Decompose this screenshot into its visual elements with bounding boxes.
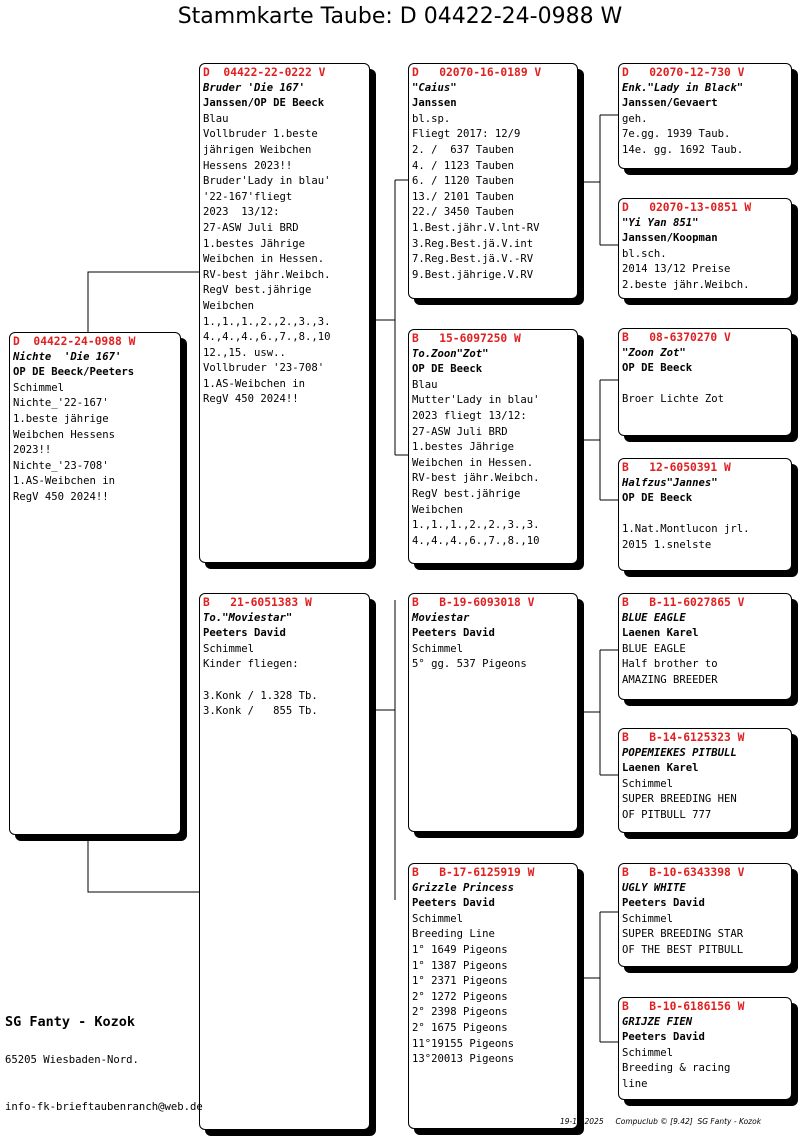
detail-line: 5° gg. 537 Pigeons bbox=[412, 658, 527, 671]
detail-line: Schimmel bbox=[412, 642, 464, 655]
detail-line: 2° 1675 Pigeons bbox=[412, 1021, 508, 1034]
contact-email[interactable]: info-fk-brieftaubenranch@web.de bbox=[5, 1101, 203, 1113]
detail-line: 1.bestes Jährige bbox=[203, 237, 306, 250]
pigeon-name: Moviestar bbox=[412, 611, 470, 624]
detail-line: Nichte_'22-167' bbox=[13, 397, 109, 410]
pigeon-name: To."Moviestar" bbox=[203, 611, 293, 624]
detail-line: 12.,15. usw.. bbox=[203, 346, 286, 359]
detail-line: 1.Best.jähr.V.lnt-RV bbox=[412, 221, 540, 234]
pigeon-name: Halfzus"Jannes" bbox=[622, 476, 718, 489]
breeder: Laenen Karel bbox=[622, 627, 699, 640]
breeder: Peeters David bbox=[622, 1031, 705, 1044]
detail-line: RegV best.jährige bbox=[412, 487, 521, 500]
great-grandparent-card-mff[interactable] bbox=[618, 593, 792, 700]
detail-line: Blau bbox=[203, 112, 229, 125]
breeder: OP DE Beeck bbox=[622, 492, 693, 505]
detail-line: Schimmel bbox=[203, 642, 255, 655]
great-grandparent-card-ffm[interactable] bbox=[618, 198, 792, 299]
ring-number: B B-17-6125919 W bbox=[412, 866, 535, 879]
detail-line: 4.,4.,4.,6.,7.,8.,10 bbox=[412, 534, 540, 547]
detail-line: BLUE EAGLE bbox=[622, 642, 686, 655]
detail-line: Weibchen in Hessen. bbox=[412, 456, 534, 469]
detail-line: 11°19155 Pigeons bbox=[412, 1037, 515, 1050]
detail-line: Fliegt 2017: 12/9 bbox=[412, 128, 521, 141]
detail-line: 1.AS-Weibchen in bbox=[203, 377, 306, 390]
detail-line: OF THE BEST PITBULL bbox=[622, 943, 744, 956]
ring-number: D 04422-24-0988 W bbox=[13, 335, 136, 348]
detail-line: 1.bestes Jährige bbox=[412, 441, 515, 454]
detail-line: 1° 2371 Pigeons bbox=[412, 975, 508, 988]
ring-number: B B-10-6186156 W bbox=[622, 1000, 745, 1013]
detail-line: bl.sch. bbox=[622, 247, 667, 260]
detail-line: Blau bbox=[412, 378, 438, 391]
detail-line: 7e.gg. 1939 Taub. bbox=[622, 128, 731, 141]
breeder: Peeters David bbox=[412, 627, 495, 640]
pigeon-name: "Zoon Zot" bbox=[622, 346, 686, 359]
detail-line: 2014 13/12 Preise bbox=[622, 263, 731, 276]
ring-number: D 02070-16-0189 V bbox=[412, 66, 542, 79]
detail-line: Broer Lichte Zot bbox=[622, 393, 725, 406]
loft-name: SG Fanty - Kozok bbox=[5, 1014, 136, 1030]
detail-line: 3.Konk / 855 Tb. bbox=[203, 705, 318, 718]
paternal-grandfather-card[interactable] bbox=[408, 63, 578, 299]
detail-line: 1.,1.,1.,2.,2.,3.,3. bbox=[203, 315, 331, 328]
maternal-grandmother-card[interactable] bbox=[408, 863, 578, 1129]
great-grandparent-card-mmf[interactable] bbox=[618, 863, 792, 967]
breeder: Janssen/Koopman bbox=[622, 232, 718, 245]
great-grandparent-card-fmf[interactable] bbox=[618, 328, 792, 436]
detail-line: Hessens 2023!! bbox=[203, 159, 293, 172]
software-credit: Compuclub © [9.42] SG Fanty - Kozok bbox=[615, 1117, 762, 1126]
pigeon-name: GRIJZE FIEN bbox=[622, 1015, 693, 1028]
detail-line: 27-ASW Juli BRD bbox=[412, 425, 508, 438]
detail-line: 6. / 1120 Tauben bbox=[412, 175, 515, 188]
detail-line: bl.sp. bbox=[412, 112, 451, 125]
print-stamp bbox=[560, 1117, 761, 1126]
breeder: OP DE Beeck bbox=[412, 363, 483, 376]
detail-line: RegV 450 2024!! bbox=[13, 490, 109, 503]
detail-line: 1.,1.,1.,2.,2.,3.,3. bbox=[412, 519, 540, 532]
detail-line: Half brother to bbox=[622, 658, 718, 671]
detail-line: SUPER BREEDING STAR bbox=[622, 928, 744, 941]
father-card[interactable] bbox=[199, 63, 370, 563]
breeder: Laenen Karel bbox=[622, 762, 699, 775]
detail-line: jährigen Weibchen bbox=[203, 143, 312, 156]
detail-line: Schimmel bbox=[13, 381, 65, 394]
ring-number: D 02070-12-730 V bbox=[622, 66, 745, 79]
detail-line: 2023 13/12: bbox=[203, 206, 280, 219]
detail-line: Vollbruder '23-708' bbox=[203, 362, 325, 375]
detail-line: 1° 1649 Pigeons bbox=[412, 943, 508, 956]
detail-line: Weibchen bbox=[203, 299, 255, 312]
ring-number: B B-11-6027865 V bbox=[622, 596, 745, 609]
great-grandparent-card-mfm[interactable] bbox=[618, 728, 792, 833]
breeder: Peeters David bbox=[622, 897, 705, 910]
detail-line: Weibchen Hessens bbox=[13, 428, 116, 441]
mother-card[interactable] bbox=[199, 593, 370, 1130]
detail-line: 13°20013 Pigeons bbox=[412, 1053, 515, 1066]
detail-line: Kinder fliegen: bbox=[203, 658, 299, 671]
detail-line: Breeding Line bbox=[412, 928, 495, 941]
detail-line: 7.Reg.Best.jä.V.-RV bbox=[412, 253, 534, 266]
detail-line: 2015 1.snelste bbox=[622, 538, 712, 551]
ring-number: B B-14-6125323 W bbox=[622, 731, 745, 744]
print-date: 19-11-2025 bbox=[560, 1117, 604, 1126]
pigeon-name: Nichte 'Die 167' bbox=[13, 350, 122, 363]
detail-line: RegV 450 2024!! bbox=[203, 393, 299, 406]
paternal-grandmother-card[interactable] bbox=[408, 329, 578, 564]
breeder: Janssen bbox=[412, 97, 457, 110]
detail-line: 14e. gg. 1692 Taub. bbox=[622, 143, 744, 156]
detail-line: 2023!! bbox=[13, 444, 52, 457]
detail-line: Schimmel bbox=[622, 777, 674, 790]
detail-line: OF PITBULL 777 bbox=[622, 808, 712, 821]
detail-line: Schimmel bbox=[412, 912, 464, 925]
detail-line: Nichte_'23-708' bbox=[13, 459, 109, 472]
detail-line: 3.Reg.Best.jä.V.int bbox=[412, 237, 534, 250]
maternal-grandfather-card[interactable] bbox=[408, 593, 578, 832]
detail-line: 1.beste jährige bbox=[13, 412, 109, 425]
detail-line: Vollbruder 1.beste bbox=[203, 128, 318, 141]
detail-line: 1.Nat.Montlucon jrl. bbox=[622, 523, 750, 536]
ring-number: B 08-6370270 V bbox=[622, 331, 731, 344]
breeder: Janssen/Gevaert bbox=[622, 97, 718, 110]
detail-line: 1° 1387 Pigeons bbox=[412, 959, 508, 972]
ring-number: B B-10-6343398 V bbox=[622, 866, 745, 879]
detail-line: Schimmel bbox=[622, 912, 674, 925]
detail-line: SUPER BREEDING HEN bbox=[622, 793, 737, 806]
pigeon-name: POPEMIEKES PITBULL bbox=[622, 746, 737, 759]
pigeon-name: "Yi Yan 851" bbox=[622, 216, 699, 229]
great-grandparent-card-fmm[interactable] bbox=[618, 458, 792, 571]
detail-line: 1.AS-Weibchen in bbox=[13, 475, 116, 488]
ring-number: B 21-6051383 W bbox=[203, 596, 312, 609]
detail-line bbox=[203, 673, 366, 689]
detail-line bbox=[622, 507, 788, 523]
detail-line: '22-167'fliegt bbox=[203, 190, 293, 203]
detail-line: 22./ 3450 Tauben bbox=[412, 206, 515, 219]
detail-line: RV-best jähr.Weibch. bbox=[412, 472, 540, 485]
detail-line: Schimmel bbox=[622, 1046, 674, 1059]
detail-line: 4.,4.,4.,6.,7.,8.,10 bbox=[203, 331, 331, 344]
detail-line: Breeding & racing bbox=[622, 1062, 731, 1075]
breeder: OP DE Beeck bbox=[622, 362, 693, 375]
detail-line: line bbox=[622, 1077, 648, 1090]
pigeon-name: "Caius" bbox=[412, 81, 457, 94]
pigeon-name: Bruder 'Die 167' bbox=[203, 81, 306, 94]
detail-line: 27-ASW Juli BRD bbox=[203, 221, 299, 234]
detail-line: 2.beste jähr.Weibch. bbox=[622, 278, 750, 291]
ring-number: D 04422-22-0222 V bbox=[203, 66, 326, 79]
ring-number: D 02070-13-0851 W bbox=[622, 201, 752, 214]
detail-line: 2° 1272 Pigeons bbox=[412, 990, 508, 1003]
detail-line: 13./ 2101 Tauben bbox=[412, 190, 515, 203]
detail-line: geh. bbox=[622, 112, 648, 125]
breeder: Peeters David bbox=[203, 627, 286, 640]
pigeon-name: Grizzle Princess bbox=[412, 881, 515, 894]
detail-line: AMAZING BREEDER bbox=[622, 673, 718, 686]
pigeon-name: Enk."Lady in Black" bbox=[622, 81, 744, 94]
detail-line: 2. / 637 Tauben bbox=[412, 143, 515, 156]
ring-number: B 12-6050391 W bbox=[622, 461, 731, 474]
detail-line: Mutter'Lady in blau' bbox=[412, 394, 540, 407]
page-title: Stammkarte Taube: D 04422-24-0988 W bbox=[177, 4, 623, 29]
detail-line: RV-best jähr.Weibch. bbox=[203, 268, 331, 281]
subject-pigeon-card[interactable] bbox=[9, 332, 181, 835]
breeder: Peeters David bbox=[412, 897, 495, 910]
great-grandparent-card-mmm[interactable] bbox=[618, 997, 792, 1100]
pigeon-name: BLUE EAGLE bbox=[622, 611, 686, 624]
great-grandparent-card-fff[interactable] bbox=[618, 63, 792, 169]
detail-line: 3.Konk / 1.328 Tb. bbox=[203, 689, 318, 702]
pigeon-name: UGLY WHITE bbox=[622, 881, 686, 894]
detail-line: 2° 2398 Pigeons bbox=[412, 1006, 508, 1019]
detail-line: Bruder'Lady in blau' bbox=[203, 175, 331, 188]
pigeon-name: To.Zoon"Zot" bbox=[412, 347, 489, 360]
detail-line: 9.Best.jährige.V.RV bbox=[412, 268, 534, 281]
ring-number: B 15-6097250 W bbox=[412, 332, 521, 345]
breeder: Janssen/OP DE Beeck bbox=[203, 97, 325, 110]
detail-line: 2023 fliegt 13/12: bbox=[412, 409, 527, 422]
detail-line bbox=[622, 377, 788, 393]
detail-line: 4. / 1123 Tauben bbox=[412, 159, 515, 172]
breeder: OP DE Beeck/Peeters bbox=[13, 366, 135, 379]
detail-line: Weibchen bbox=[412, 503, 464, 516]
loft-address: 65205 Wiesbaden-Nord. bbox=[5, 1054, 139, 1066]
ring-number: B B-19-6093018 V bbox=[412, 596, 535, 609]
detail-line: RegV best.jährige bbox=[203, 284, 312, 297]
detail-line: Weibchen in Hessen. bbox=[203, 253, 325, 266]
